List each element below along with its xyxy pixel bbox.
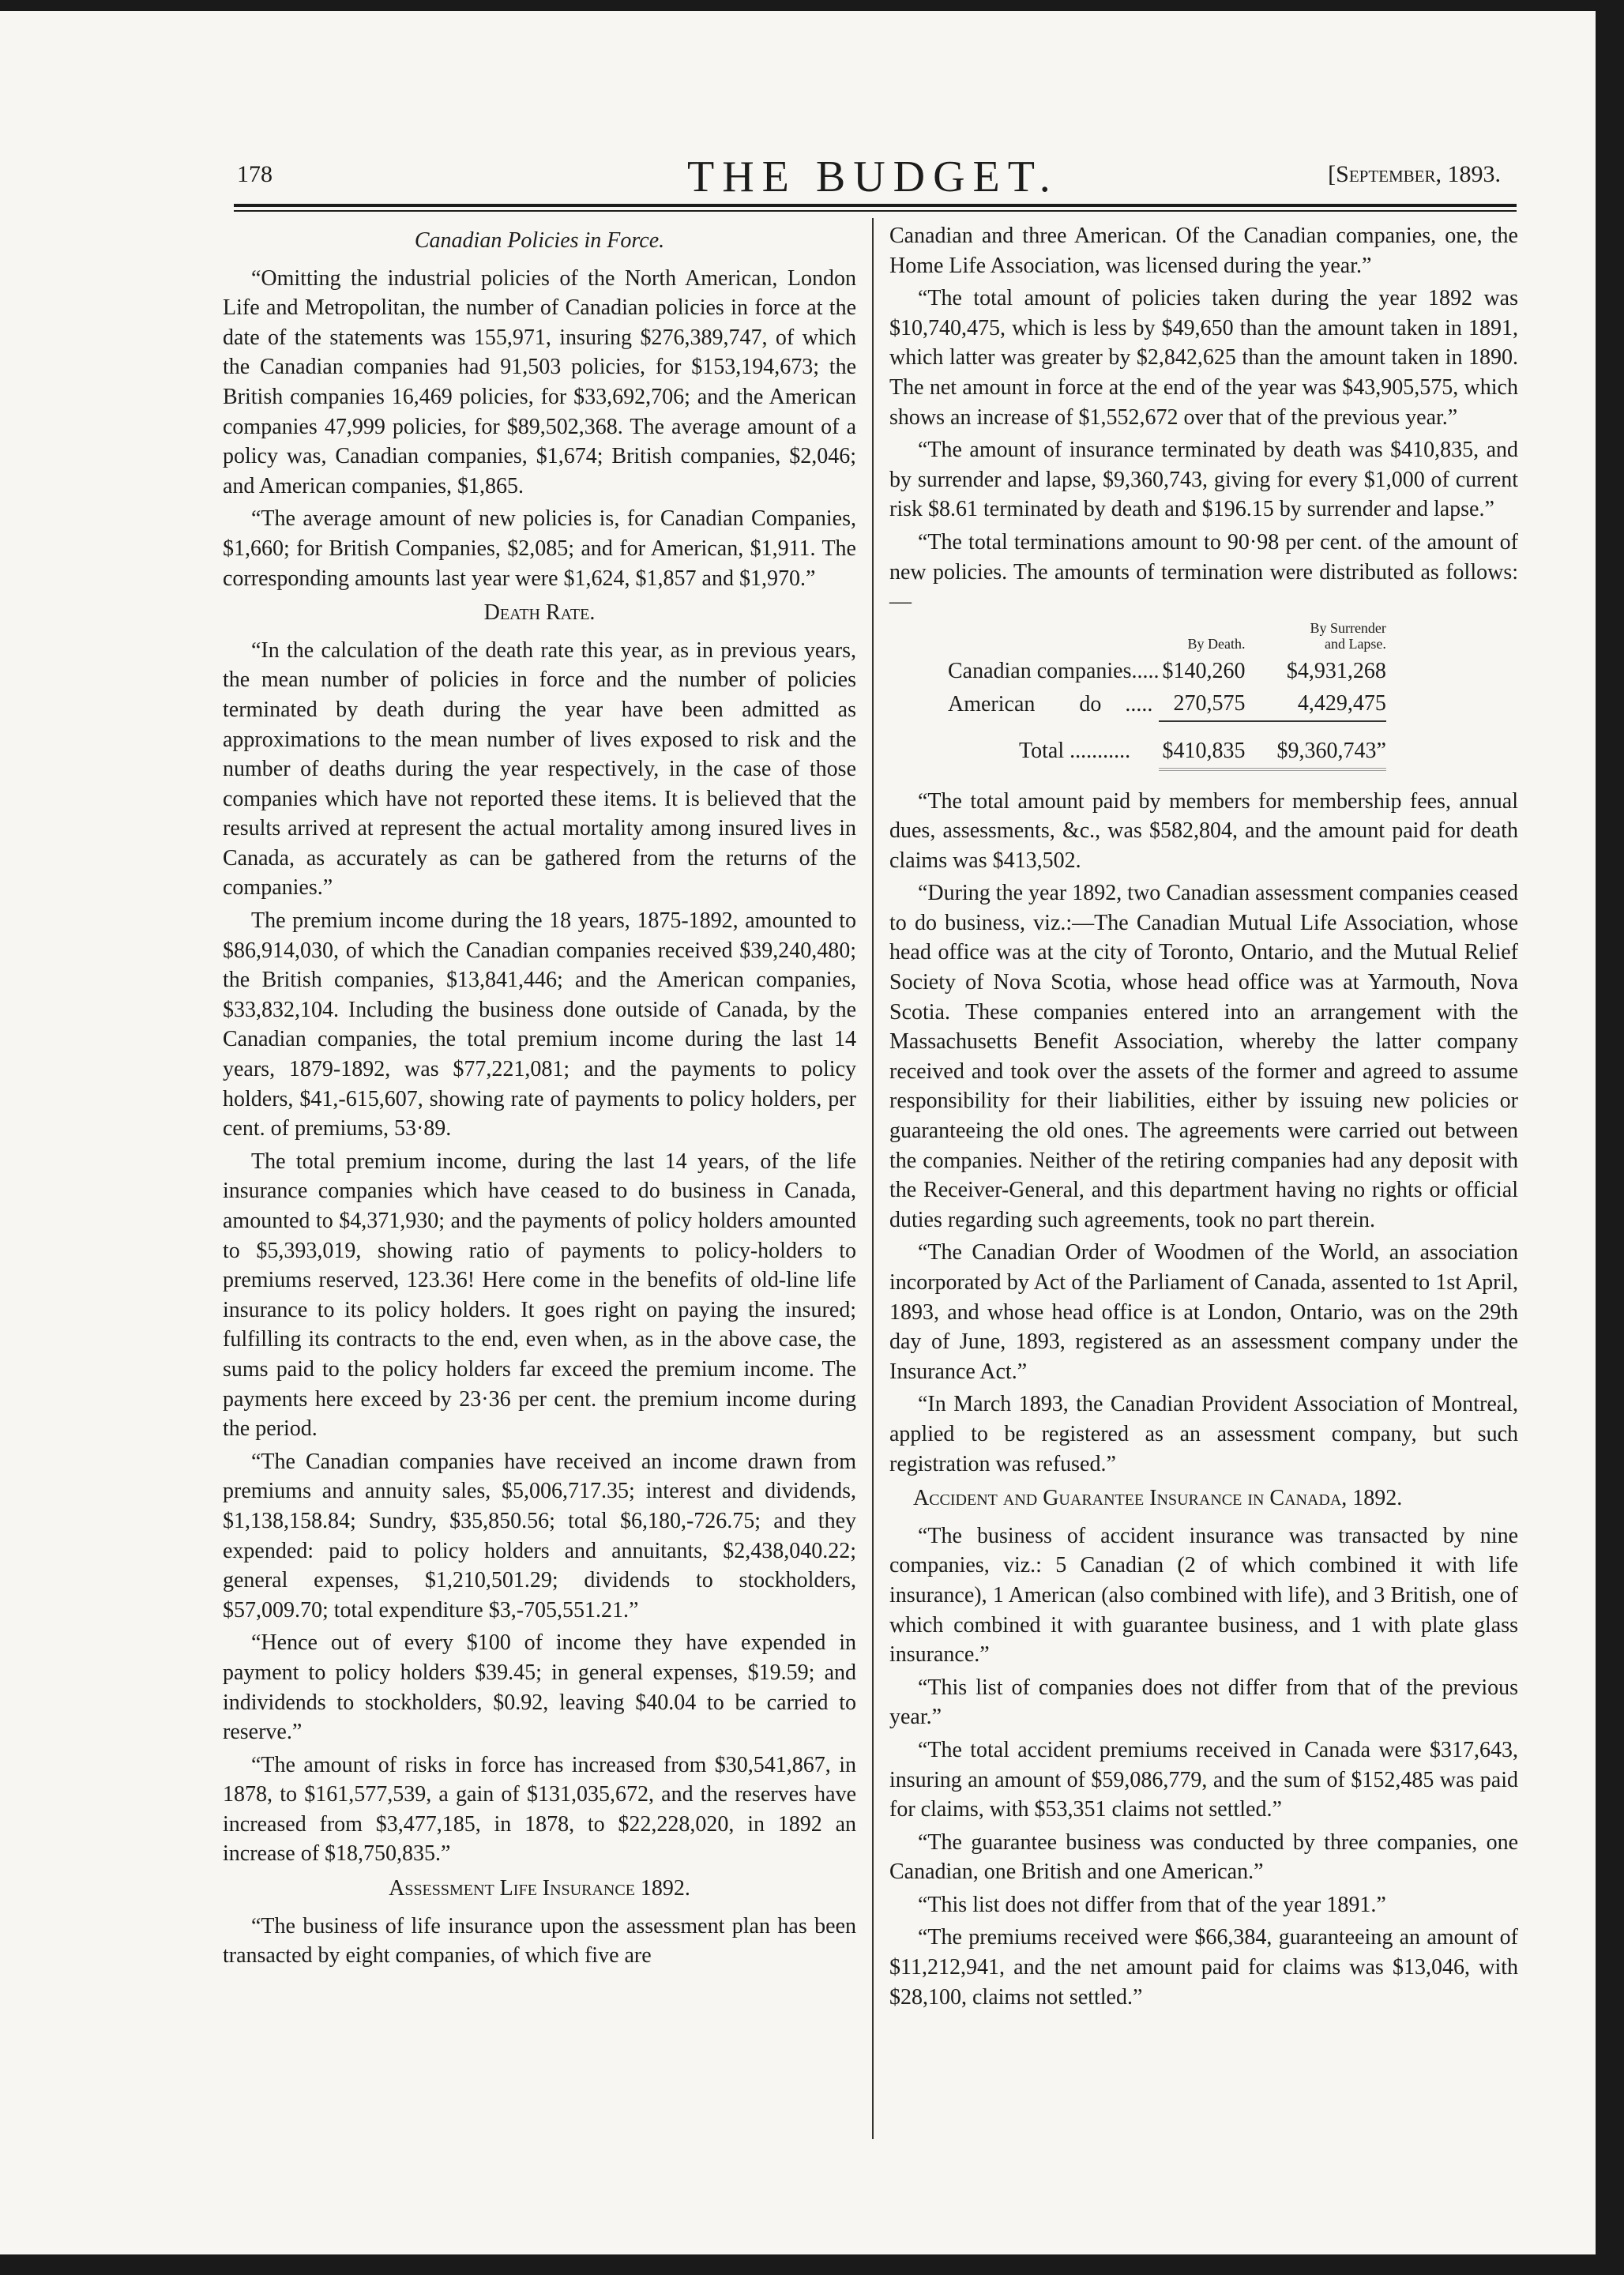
paragraph: “Hence out of every $100 of income they have expended in payment to policy holders $39.45; in general expenses, $19.59; and individends to stockholders, $0.92, leaving $40.04 to be carried to reserve.” [223,1630,856,1745]
section-heading: Accident and Guarantee Insurance in Canada, 1892. [913,1486,1403,1511]
col-header-by-surrender: By Surrender and Lapse. [1310,619,1386,652]
right-column-top [889,221,1518,617]
page-number: 178 [237,161,273,187]
section-heading: Assessment Life Insurance 1892. [389,1876,690,1901]
column-divider [872,218,874,2139]
paragraph: “The amount of risks in force has increased from $30,541,867, in 1878, to $161,577,539, a gain of $131,035,672, and the reserves have increased from $3,477,185, in 1878, to $22,228,020, in 1892 an increase of $18,750,835.” [223,1752,856,1867]
paragraph: “The total accident premiums received in Canada were $317,643, insuring an amount of $59,086,779, and the sum of $152,485 was paid for claims, with $53,351 claims not settled.” [889,1737,1518,1822]
header-rule-thick [234,204,1517,207]
header-rule-thin [234,210,1517,212]
paragraph: “Omitting the industrial policies of the North American, London Life and Metropolitan, the number of Canadian policies in force at the date of the statements was 155,971, insuring $276,389,747, of which the Canadian companies had 91,503 policies, for $153,194,673; the British companies 16,469 policies, for $33,692,706; and the American companies 47,999 policies, for $89,502,368. The average amount of a policy was, Canadian companies, $1,674; British companies, $2,046; and American companies, $1,865. [223,265,856,498]
paragraph: “The total terminations amount to 90·98 per cent. of the amount of new policies. The amounts of termination were distributed as follows:— [889,529,1518,615]
death-value: $140,260 [1162,658,1246,683]
table-row [948,655,1386,688]
right-column [889,221,1518,2015]
issue-date: [September, 1893. [1328,161,1501,187]
paragraph: “The premiums received were $66,384, guaranteeing an amount of $11,212,941, and the net amount paid for claims was $13,046, with $28,100, claims not settled.” [889,1925,1518,2010]
paragraph: “The total amount paid by members for membership fees, annual dues, assessments, &c., was $582,804, and the amount paid for death claims was $413,502. [889,788,1518,873]
page-header [237,152,1501,199]
paragraph: “The amount of insurance terminated by death was $410,835, and by surrender and lapse, $9,360,743, giving for every $1,000 of current risk $8.61 terminated by death and $196.15 by surrender and lapse.” [889,438,1518,522]
paragraph: “In March 1893, the Canadian Provident Association of Montreal, applied to be registered as an assessment company, but such registration was refused.” [889,1392,1518,1476]
total-surrender: $9,360,743” [1245,721,1385,769]
paragraph: “This list of companies does not differ from that of the previous year.” [889,1675,1518,1730]
surrender-value: $4,931,268 [1286,658,1386,683]
death-value: 270,575 [1173,691,1246,716]
col-header-by-death: By Death. [1187,635,1246,652]
surrender-value: 4,429,475 [1297,691,1386,716]
paragraph: The total premium income, during the last 14 years, of the life insurance companies which have ceased to do business in Canada, amounted to $4,371,930; and the payments of policy holders amounted to $5,393,019, showing ratio of payments to policy-holders to premiums reserved, 123.36! Here come in the benefits of old-line life insurance to its policy holders. It goes right on paying the insured; fulfilling its contracts to the end, even when, as in the above case, the sums paid to the policy holders far exceed the premium income. The payments here exceed by 23·36 per cent. the premium income during the period. [223,1149,856,1442]
section-heading: Death Rate. [483,600,596,626]
right-column-bottom [889,787,1518,2013]
left-column [223,221,856,1974]
paragraph: “This list does not differ from that of the year 1891.” [918,1892,1386,1917]
paragraph: “The average amount of new policies is, for Canadian Companies, $1,660; for British Companies, $2,085; and for American, $1,911. The corresponding amounts last year were $1,624, $1,857 and $1,970.” [223,506,856,591]
total-label: Total [1019,739,1065,764]
paragraph: “The total amount of policies taken during the year 1892 was $10,740,475, which is less by $49,650 than the amount taken in 1891, which latter was greater by $2,842,625 than the amount taken in 1890. The net amount in force at the end of the year was $43,905,575, which shows an increase of $1,552,672 over that of the previous year.” [889,286,1518,430]
paragraph: “During the year 1892, two Canadian assessment companies ceased to do business, viz.:—The Canadian Mutual Life Association, whose head office was at the city of Toronto, Ontario, and the Mutual Relief Society of Nova Scotia, whose head office was at Yarmouth, Nova Scotia. These companies entered into an arrangement with the Massachusetts Benefit Association, whereby the latter company received and took over the assets of the former and agreed to assume responsibility for their liabilities, either by issuing new policies or guaranteeing the old ones. The agreements were carried out between the companies. Neither of the retiring companies had any deposit with the Receiver-General, and this department having no rights or official duties regarding such agreements, took no part therein. [889,881,1518,1232]
leader-dots: ........... [1070,739,1131,764]
publication-title: THE BUDGET. [687,152,1058,201]
termination-table [948,620,1386,771]
paragraph: “The Canadian Order of Woodmen of the World, an association incorporated by Act of the Parliament of Canada, assented to 1st April, 1893, and whose head office is at London, Ontario, was on the 29th day of June, 1893, registered as an assessment company under the Insurance Act.” [889,1240,1518,1384]
newspaper-page [0,11,1596,2254]
paragraph: “The Canadian companies have received an income drawn from premiums and annuity sales, $5,006,717.35; interest and dividends, $1,138,158.84; Sundry, $35,850.56; total $6,180,-726.75; and they expended: paid to policy holders and annuitants, $2,438,040.22; general expenses, $1,210,501.29; dividends to stockholders, $57,009.70; total expenditure $3,-705,551.21.” [223,1449,856,1623]
paragraph: “In the calculation of the death rate this year, as in previous years, the mean number of policies in force and the number of policies terminated by death during the year have been admitted as approximations to the mean number of lives exposed to risk and the number of deaths during the year respectively, in the case of those companies which have not reported these items. It is believed that the results arrived at represent the actual mortality among insured lives in Canada, as accurately as can be gathered from the returns of the companies.” [223,637,856,901]
row-label: American do [948,691,1102,716]
leader-dots: ..... [1131,658,1160,683]
table-total-row [948,721,1386,769]
paragraph: “The business of life insurance upon the assessment plan has been transacted by eight companies, of which five are [223,1913,856,1969]
row-label: Canadian companies [948,658,1132,683]
paragraph: “The guarantee business was conducted by three companies, one Canadian, one British and one American.” [889,1829,1518,1885]
paragraph: The premium income during the 18 years, 1875-1892, amounted to $86,914,030, of which the Canadian companies received $39,240,480; the British companies, $13,841,446; and the American companies, $33,832,104. Including the business done outside of Canada, by the Canadian companies, the total premium income during the last 14 years, 1879-1892, was $77,221,081; and the payments to policy holders, $41,-615,607, showing rate of payments to policy holders, per cent. of premiums, 53·89. [223,908,856,1141]
paragraph: Canadian and three American. Of the Canadian companies, one, the Home Life Association, was licensed during the year.” [889,224,1518,278]
paragraph: “The business of accident insurance was transacted by nine companies, viz.: 5 Canadian (2 of which combined it with life insurance), 1 American (also combined with life), and 3 British, one of which combined it with guarantee business, and 1 with plate glass insurance.” [889,1523,1518,1668]
section-heading: Canadian Policies in Force. [414,228,665,253]
leader-dots: ..... [1125,691,1153,716]
total-death: $410,835 [1159,721,1245,769]
table-header-row [948,620,1386,655]
table-row [948,687,1386,721]
